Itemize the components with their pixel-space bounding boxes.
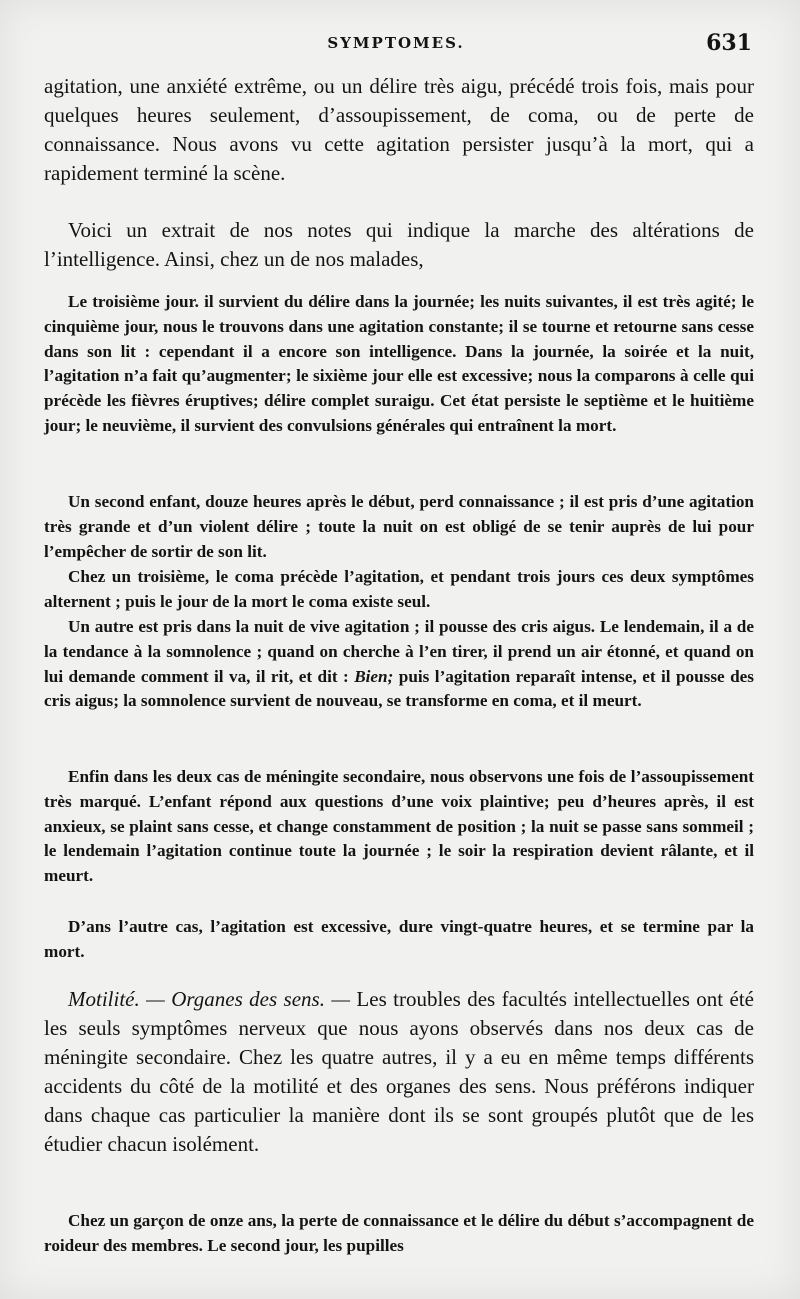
running-title: SYMPTOMES.	[327, 34, 465, 52]
page-header	[40, 30, 752, 60]
paragraph-secondary-cases: Enfin dans les deux cas de méningite secondaire, nous observons une fois de l’assoupissement très marqué. L’enfant répond aux questions d’une voix plaintive; peu d’heures après, il est anxieux, se plaint sans cesse, et change constamment de position ; la nuit se passe sans sommeil ; le lendemain l’agitation continue toute la journée ; le soir la respiration devient râlante, et il meurt.	[44, 767, 754, 886]
paragraph-case-two: Un second enfant, douze heures après le début, perd connaissance ; il est pris d’une agitation très grande et d’un violent délire ; toute la nuit on est obligé de se tenir auprès de lui pour l’empêcher de sortir de son lit.	[44, 492, 754, 561]
paragraph-garcon: Chez un garçon de onze ans, la perte de connaissance et le délire du début s’accompagnent de roideur des membres. Le second jour, les pupilles	[44, 1211, 754, 1255]
paragraph-motilite	[44, 985, 754, 1159]
paragraph-case-one: Le troisième jour. il survient du délire dans la journée; les nuits suivantes, il est très agité; le cinquième jour, nous le trouvons dans une agitation constante; il se tourne et retourne sans cesse dans son lit : cependant il a encore son intelligence. Dans la journée, la soirée et la nuit, l’agitation n’a fait qu’augmenter; le sixième jour elle est excessive; nous la comparons à celle qui précède les fièvres éruptives; délire complet suraigu. Cet état persiste le septième et le huitième jour; le neuvième, il survient des convulsions générales qui entraînent la mort.	[44, 292, 754, 435]
section-heading-motilite: Motilité. — Organes des sens. —	[68, 987, 351, 1011]
paragraph-extrait: Voici un extrait de nos notes qui indique la marche des altérations de l’intelligence. Ainsi, chez un de nos malades,	[44, 218, 754, 271]
paragraph-other-case: D’ans l’autre cas, l’agitation est excessive, dure vingt-quatre heures, et se termine par la mort.	[44, 917, 754, 961]
page-number: 631	[706, 30, 752, 56]
motilite-body: Les troubles des facultés intellectuelles ont été les seuls symptômes nerveux que nous ayons observés dans nos deux cas de méningite secondaire. Chez les quatre autres, il y a eu en même temps différents accidents du côté de la motilité et des organes des sens. Nous préférons indiquer dans chaque cas particulier la manière dont ils se sont groupés plutôt que de les étudier chacun isolément.	[44, 987, 754, 1156]
paragraph-case-three: Chez un troisième, le coma précède l’agitation, et pendant trois jours ces deux symptômes alternent ; puis le jour de la mort le coma existe seul.	[44, 567, 754, 611]
case-four-text-b: puis l’agitation reparaît intense, et il pousse des cris aigus; la somnolence survient de nouveau, se transforme en coma, et il meurt.	[44, 666, 754, 711]
paragraph-agitation: agitation, une anxiété extrême, ou un délire très aigu, précédé trois fois, mais pour quelques heures seulement, d’assoupissement, de coma, ou de perte de connaissance. Nous avons vu cette agitation persister jusqu’à la mort, qui a rapidement terminé la scène.	[44, 74, 754, 185]
case-four-quote: Bien;	[354, 666, 394, 686]
case-four-text-a: Un autre est pris dans la nuit de vive agitation ; il pousse des cris aigus. Le lendemain, il a de la tendance à la somnolence ; quand on cherche à l’en tirer, il prend un air étonné, et quand on lui demande comment il va, il rit, et dit :	[44, 617, 754, 686]
paragraph-case-four	[44, 615, 754, 714]
